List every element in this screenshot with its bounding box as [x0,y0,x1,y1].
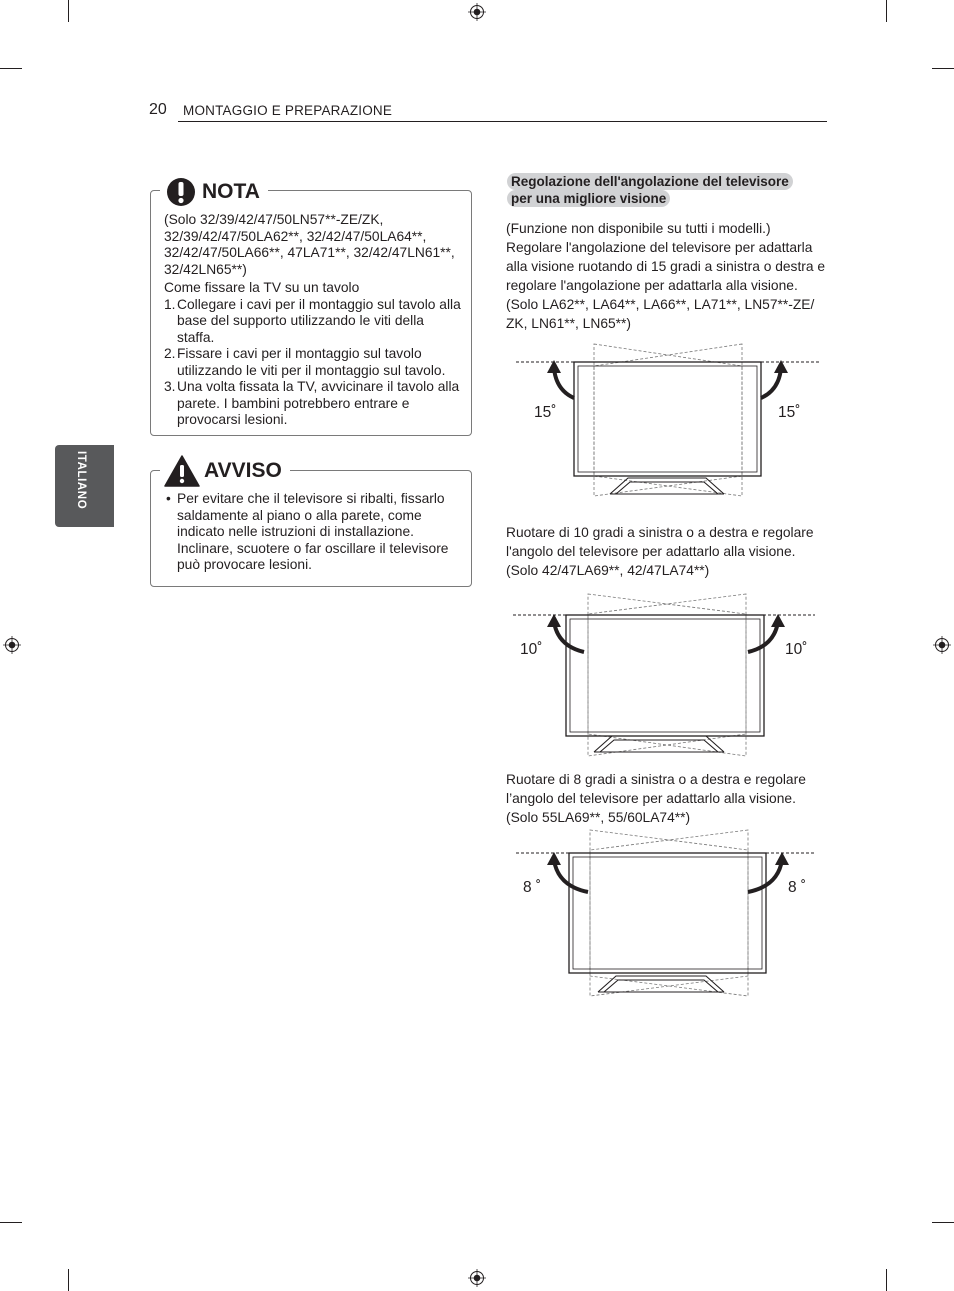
warning-triangle-icon [164,455,200,487]
crop-mark [0,68,22,69]
crop-mark [0,1222,22,1223]
crop-mark [68,0,69,22]
registration-mark-icon [3,636,21,654]
section-heading: Regolazione dell'angolazione del televisore per una migliore visione [507,173,812,207]
angle-label-left-8: 8 ˚ [523,879,542,896]
paragraph-15-degrees: (Funzione non disponibile su tutti i modelli.) Regolare l'angolazione del televisore per adattarla alla visione ruotando di 15 gradi a sinistra o destra e regolare l'angolazione per adattarla alla visione. (Solo LA62**, LA64**, LA66**, LA71**, LN57**-ZE/ ZK, LN61**, LN65**) [506,221,826,331]
exclamation-circle-icon [164,177,198,207]
registration-mark-icon [468,1269,486,1287]
list-item: 2. Fissare i cavi per il montaggio sul tavolo utilizzando le viti per il montaggio sul tavolo. [164,346,446,378]
nota-step-2: Fissare i cavi per il montaggio sul tavolo utilizzando le viti per il montaggio sul tavolo. [177,346,446,378]
language-tab [55,445,114,527]
avviso-heading [160,455,290,487]
nota-step-3: Una volta fissata la TV, avvicinare il tavolo alla parete. I bambini potrebbero entrare e provocarsi lesioni. [177,379,460,427]
list-item: • Per evitare che il televisore si ribalti, fissarlo saldamente al piano o alla parete, come indicato nelle istruzioni di installazione. Inclinare, scuotere o far oscillare il televisore può provocare lesioni. [166,491,449,572]
angle-label-left-10: 10˚ [520,641,543,658]
crop-mark [886,0,887,22]
header-rule [178,121,827,122]
crop-mark [932,1222,954,1223]
angle-label-right-10: 10˚ [785,641,808,658]
language-tab-label: ITALIANO [75,451,87,510]
paragraph-8-degrees: Ruotare di 8 gradi a sinistra o a destra e regolare l’angolo del televisore per adattarlo alla visione. (Solo 55LA69**, 55/60LA74**) [506,772,806,825]
list-item: 3. Una volta fissata la TV, avvicinare il tavolo alla parete. I bambini potrebbero entrare e provocarsi lesioni. [164,379,460,427]
nota-heading [160,177,268,207]
list-item: 1. Collegare i cavi per il montaggio sul tavolo alla base del supporto utilizzando le viti della staffa. [164,296,461,345]
nota-intro: Come fissare la TV su un tavolo [164,280,360,295]
nota-content [164,212,464,429]
section-title: MONTAGGIO E PREPARAZIONE [183,103,393,118]
nota-models: (Solo 32/39/42/47/50LN57**-ZE/ZK, 32/39/42/47/50LA62**, 32/42/47/50LA64**, 32/42/47/50LA66**, 47LA71**, 32/42/47LN61**, 32/42LN65**) [164,212,455,277]
page-number: 20 [149,101,167,118]
nota-title: NOTA [202,180,260,203]
angle-label-left-15: 15˚ [534,404,557,421]
angle-label-right-15: 15˚ [778,404,801,421]
crop-mark [932,68,954,69]
paragraph-10-degrees: Ruotare di 10 gradi a sinistra o a destra e regolare l'angolo del televisore per adattarlo alla visione. (Solo 42/47LA69**, 42/47LA74**) [506,525,814,578]
tv-swivel-diagram-10 [510,590,825,760]
angle-label-right-8: 8 ˚ [788,879,807,896]
crop-mark [68,1269,69,1291]
registration-mark-icon [933,636,951,654]
nota-step-1: Collegare i cavi per il montaggio sul tavolo alla base del supporto utilizzando le viti della staffa. [177,296,461,345]
avviso-title: AVVISO [204,459,282,482]
registration-mark-icon [468,3,486,21]
crop-mark [886,1269,887,1291]
avviso-content [164,491,464,574]
avviso-bullet-1: Per evitare che il televisore si ribalti, fissarlo saldamente al piano o alla parete, come indicato nelle istruzioni di installazione. Inclinare, scuotere o far oscillare il televisore può provocare lesioni. [177,491,449,572]
tv-swivel-diagram-8 [510,826,825,998]
